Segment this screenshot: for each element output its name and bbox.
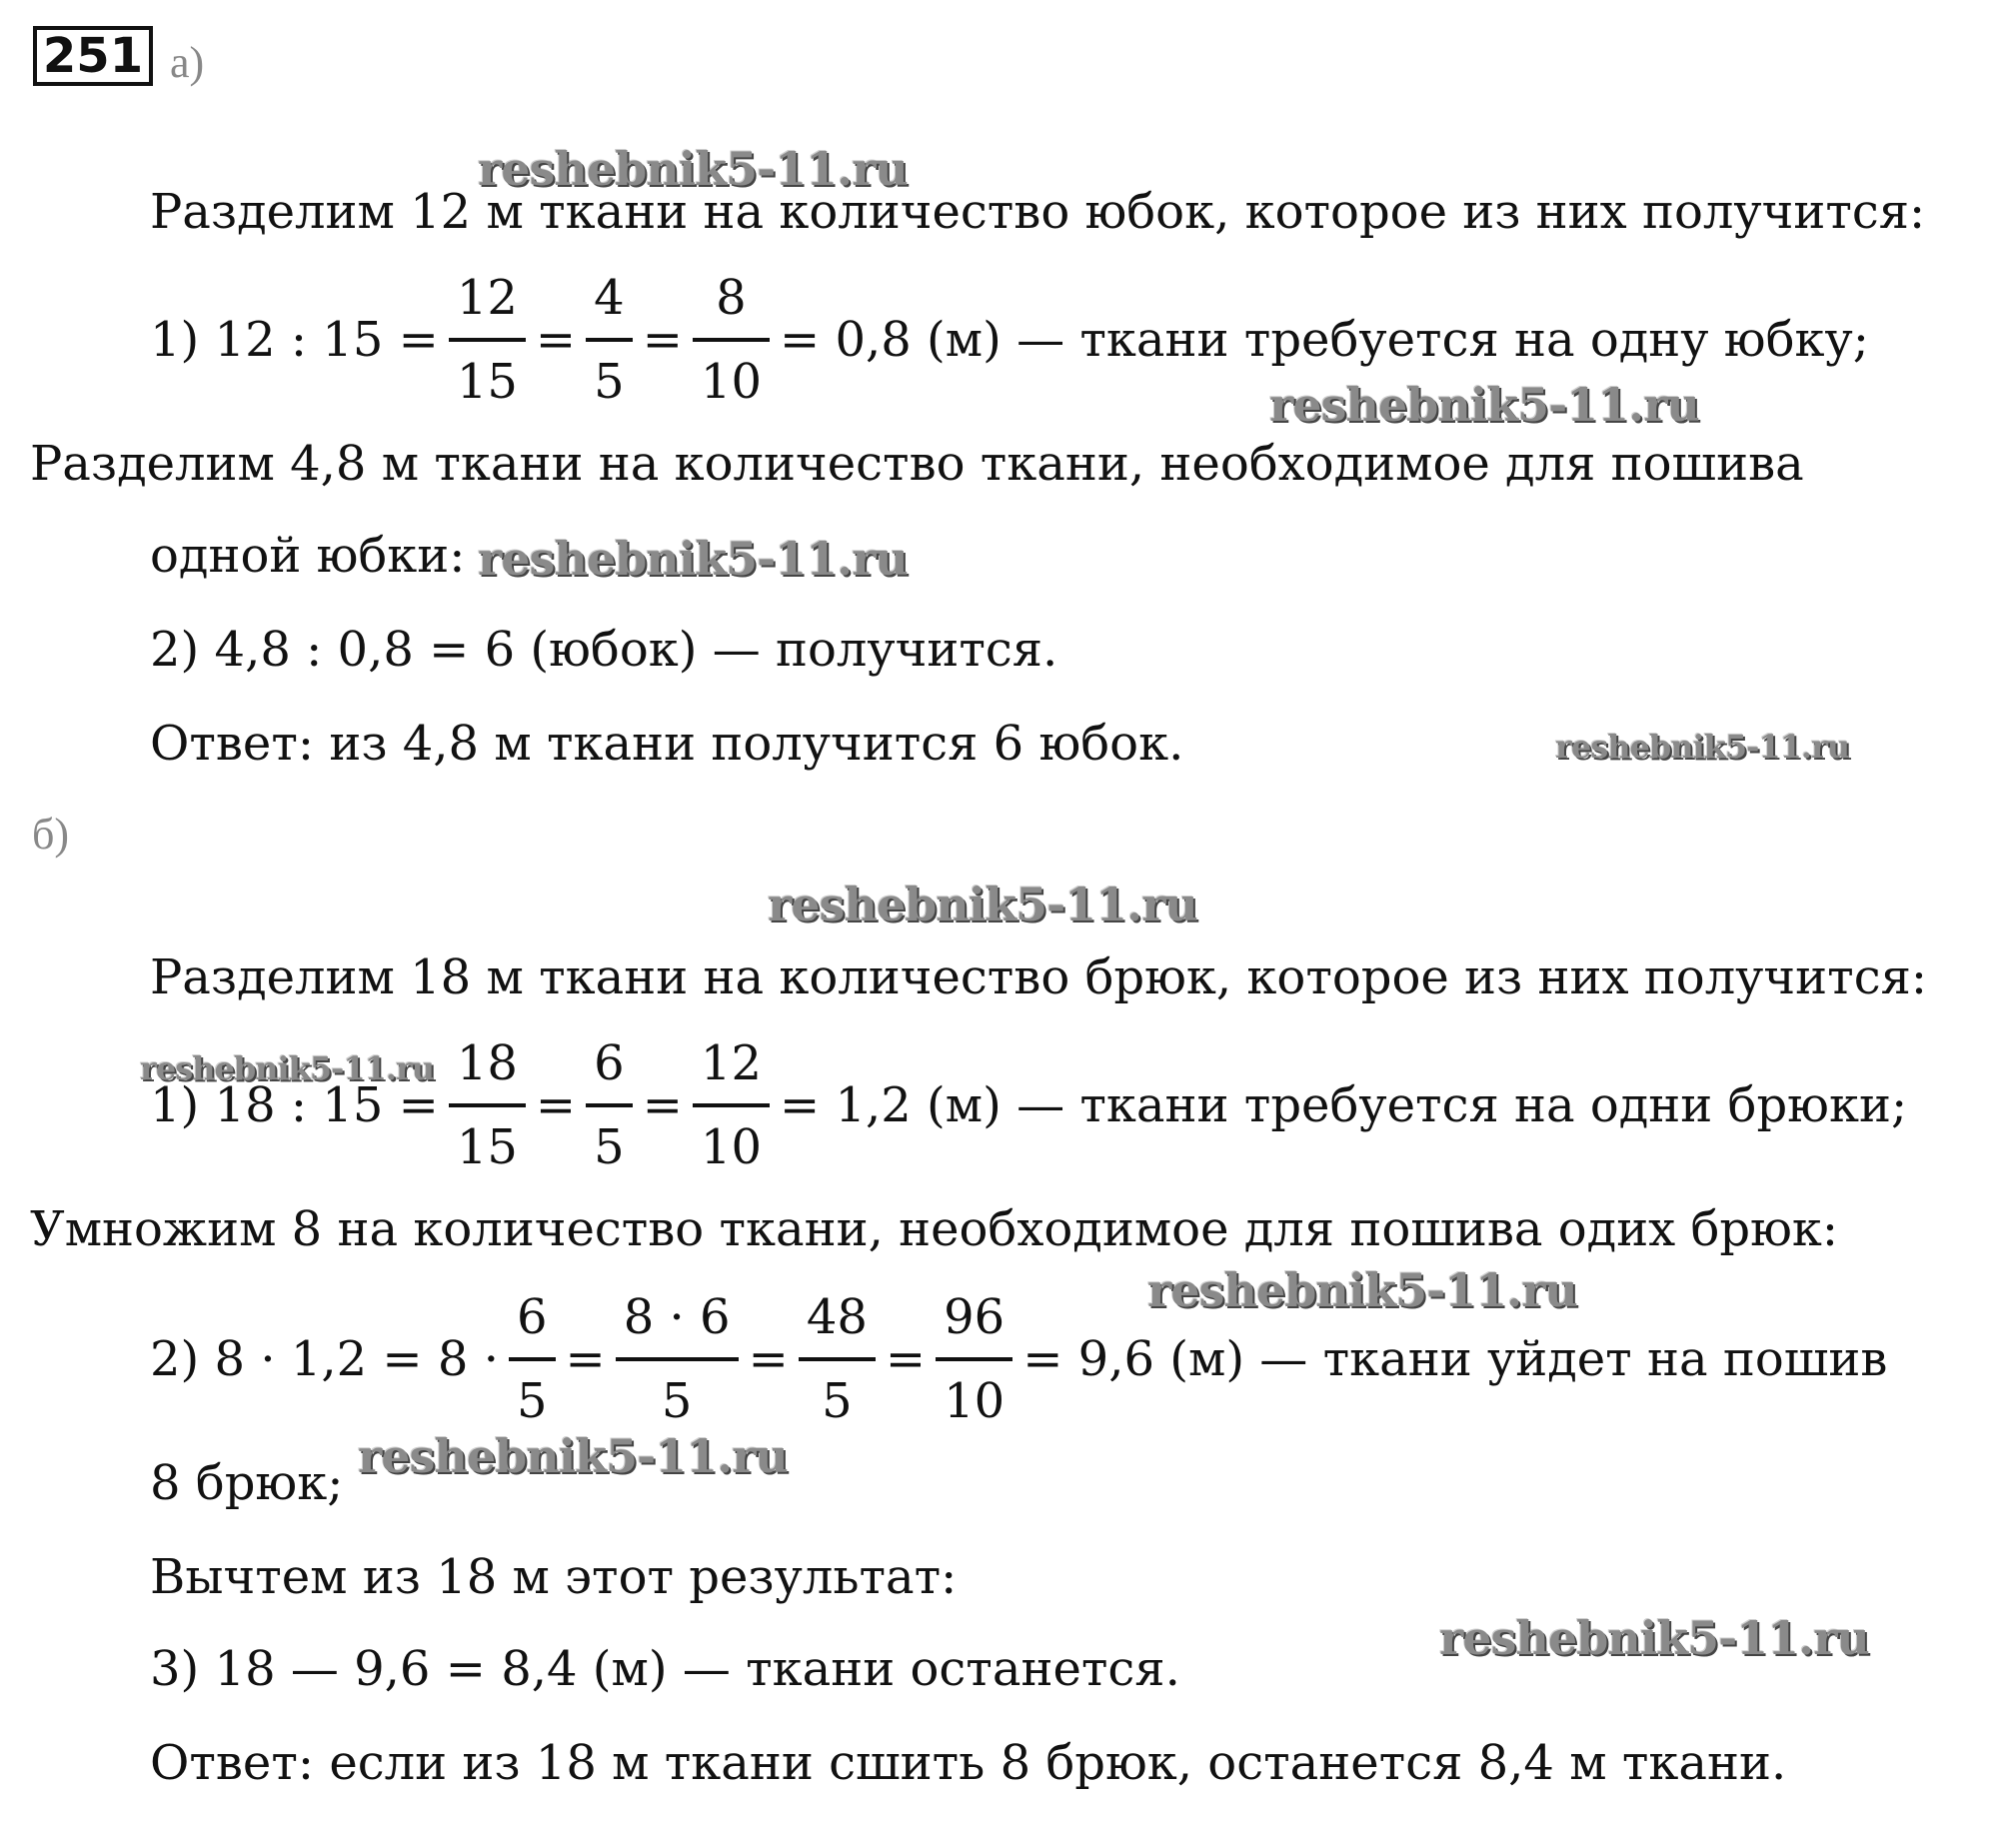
fraction bbox=[586, 272, 633, 408]
part-a-intro: Разделим 12 м ткани на количество юбок, которое из них получится: bbox=[150, 184, 1926, 240]
fraction-bar bbox=[693, 338, 770, 342]
part-a-line2a: Разделим 4,8 м ткани на количество ткани, необходимое для пошива bbox=[30, 436, 1804, 492]
step1-prefix: 1) 18 : 15 = bbox=[150, 1077, 439, 1133]
numerator: 12 bbox=[456, 270, 518, 326]
watermark: reshebnik5-11.ru bbox=[1147, 1263, 1577, 1317]
equals: = bbox=[642, 312, 683, 368]
part-a-label: а) bbox=[170, 38, 205, 87]
fraction bbox=[616, 1291, 739, 1427]
fraction-bar bbox=[799, 1357, 876, 1361]
watermark: reshebnik5-11.ru bbox=[1439, 1611, 1869, 1665]
denominator: 15 bbox=[456, 1119, 518, 1175]
fraction bbox=[693, 1037, 770, 1173]
denominator: 5 bbox=[661, 1373, 693, 1429]
fraction-bar bbox=[449, 338, 526, 342]
equals: = bbox=[885, 1331, 927, 1387]
fraction-bar bbox=[616, 1357, 739, 1361]
denominator: 10 bbox=[700, 354, 762, 410]
part-b-line3: Вычтем из 18 м этот результат: bbox=[150, 1549, 958, 1605]
watermark: reshebnik5-11.ru bbox=[768, 878, 1197, 931]
denominator: 5 bbox=[822, 1373, 853, 1429]
denominator: 5 bbox=[516, 1373, 548, 1429]
fraction-bar bbox=[509, 1357, 556, 1361]
equals: = bbox=[535, 1077, 577, 1133]
fraction-bar bbox=[586, 1103, 633, 1107]
numerator: 12 bbox=[700, 1035, 762, 1091]
denominator: 10 bbox=[700, 1119, 762, 1175]
equals: = bbox=[642, 1077, 683, 1133]
part-b-answer: Ответ: если из 18 м ткани сшить 8 брюк, останется 8,4 м ткани. bbox=[150, 1735, 1787, 1791]
task-number: 251 bbox=[33, 26, 153, 86]
fraction bbox=[693, 272, 770, 408]
watermark: reshebnik5-11.ru bbox=[478, 142, 908, 196]
fraction-bar bbox=[693, 1103, 770, 1107]
part-b-step2-continuation: 8 брюк; bbox=[150, 1455, 344, 1511]
denominator: 5 bbox=[594, 1119, 625, 1175]
fraction bbox=[449, 1037, 526, 1173]
denominator: 5 bbox=[594, 354, 625, 410]
fraction bbox=[586, 1037, 633, 1173]
part-b-step3: 3) 18 — 9,6 = 8,4 (м) — ткани останется. bbox=[150, 1641, 1180, 1697]
step1-prefix: 1) 12 : 15 = bbox=[150, 312, 439, 368]
numerator: 6 bbox=[516, 1289, 548, 1345]
equals: = bbox=[535, 312, 577, 368]
part-b-step2 bbox=[150, 1291, 1887, 1427]
fraction-bar bbox=[449, 1103, 526, 1107]
step1-suffix: = 1,2 (м) — ткани требуется на одни брюки; bbox=[779, 1077, 1908, 1133]
watermark: reshebnik5-11.ru bbox=[1555, 728, 1850, 766]
step1-suffix: = 0,8 (м) — ткани требуется на одну юбку; bbox=[779, 312, 1869, 368]
part-b-intro: Разделим 18 м ткани на количество брюк, которое из них получится: bbox=[150, 949, 1928, 1005]
numerator: 8 · 6 bbox=[623, 1289, 731, 1345]
numerator: 8 bbox=[716, 270, 747, 326]
part-b-label: б) bbox=[32, 810, 70, 859]
equals: = bbox=[748, 1331, 789, 1387]
denominator: 15 bbox=[456, 354, 518, 410]
numerator: 48 bbox=[806, 1289, 868, 1345]
fraction bbox=[936, 1291, 1012, 1427]
watermark: reshebnik5-11.ru bbox=[478, 532, 908, 586]
part-a-line2b: одной юбки: bbox=[150, 528, 466, 584]
part-a-step2: 2) 4,8 : 0,8 = 6 (юбок) — получится. bbox=[150, 622, 1058, 678]
watermark: reshebnik5-11.ru bbox=[140, 1049, 435, 1087]
fraction bbox=[509, 1291, 556, 1427]
numerator: 6 bbox=[594, 1035, 625, 1091]
numerator: 96 bbox=[944, 1289, 1006, 1345]
step2-suffix: = 9,6 (м) — ткани уйдет на пошив bbox=[1022, 1331, 1888, 1387]
fraction-bar bbox=[936, 1357, 1012, 1361]
step2-prefix: 2) 8 · 1,2 = 8 · bbox=[150, 1331, 499, 1387]
numerator: 4 bbox=[594, 270, 625, 326]
part-a-answer: Ответ: из 4,8 м ткани получится 6 юбок. bbox=[150, 716, 1184, 772]
fraction bbox=[799, 1291, 876, 1427]
watermark: reshebnik5-11.ru bbox=[358, 1429, 788, 1483]
watermark: reshebnik5-11.ru bbox=[1269, 378, 1699, 432]
denominator: 10 bbox=[944, 1373, 1006, 1429]
equals: = bbox=[565, 1331, 606, 1387]
numerator: 18 bbox=[456, 1035, 518, 1091]
fraction bbox=[449, 272, 526, 408]
part-b-line2: Умножим 8 на количество ткани, необходимое для пошива одих брюк: bbox=[30, 1201, 1839, 1257]
fraction-bar bbox=[586, 338, 633, 342]
